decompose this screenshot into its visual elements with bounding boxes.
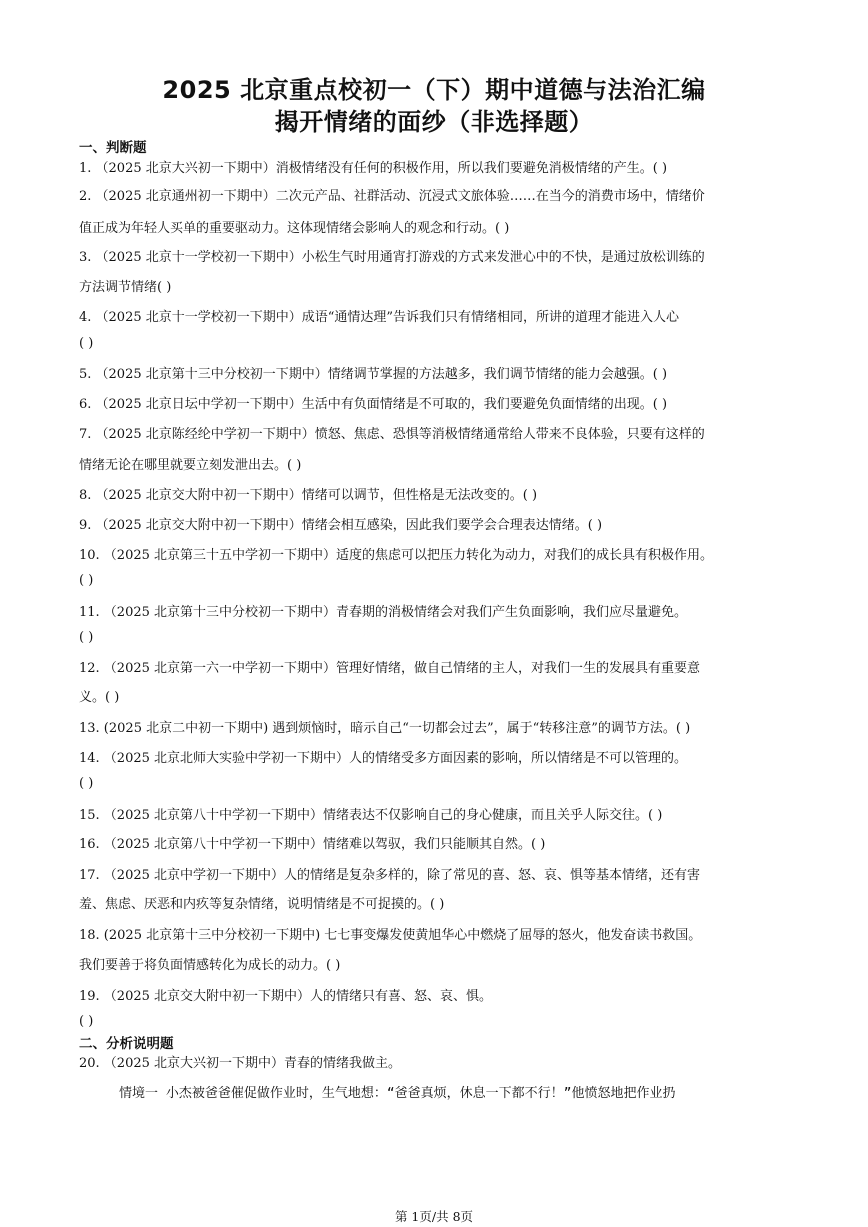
- question-line: 12. （2025 北京第一六一中学初一下期中）管理好情绪，做自己情绪的主人，对我们一生的发展具有重要意: [79, 661, 701, 676]
- question-line: 我们要善于将负面情感转化为成长的动力。( ): [79, 958, 341, 973]
- question-line: ( ): [79, 336, 94, 351]
- question-line: 1. （2025 北京大兴初一下期中）消极情绪没有任何的积极作用，所以我们要避免消极情绪的产生。( ): [79, 161, 668, 176]
- question-line: 10. （2025 北京第三十五中学初一下期中）适度的焦虑可以把压力转化为动力，对我们的成长具有积极作用。: [79, 548, 714, 563]
- question-line: 11. （2025 北京第十三中分校初一下期中）青春期的消极情绪会对我们产生负面影响，我们应尽量避免。: [79, 605, 688, 620]
- document-title: 2025 北京重点校初一（下）期中道德与法治汇编: [162, 76, 706, 104]
- question-line: 15. （2025 北京第八十中学初一下期中）情绪表达不仅影响自己的身心健康，而且关乎人际交往。( ): [79, 808, 663, 823]
- question-line: 3. （2025 北京十一学校初一下期中）小松生气时用通宵打游戏的方式来发泄心中的不快，是通过放松训练的: [79, 250, 705, 265]
- document-subtitle: 揭开情绪的面纱（非选择题）: [274, 108, 594, 136]
- question-line: 义。( ): [79, 690, 120, 705]
- question-line: 8. （2025 北京交大附中初一下期中）情绪可以调节，但性格是无法改变的。( ): [79, 488, 538, 503]
- question-line: 方法调节情绪( ): [79, 280, 172, 295]
- question-line: 16. （2025 北京第八十中学初一下期中）情绪难以驾驭，我们只能顺其自然。( ): [79, 837, 546, 852]
- question-line: 值正成为年轻人买单的重要驱动力。这体现情绪会影响人的观念和行动。( ): [79, 221, 510, 236]
- question-line: 7. （2025 北京陈经纶中学初一下期中）愤怒、焦虑、恐惧等消极情绪通常给人带来不良体验，只要有这样的: [79, 427, 705, 442]
- question-line: ( ): [79, 776, 94, 791]
- question-line: ( ): [79, 1014, 94, 1029]
- question-line: 19. （2025 北京交大附中初一下期中）人的情绪只有喜、怒、哀、惧。: [79, 989, 493, 1004]
- question-line: 13. (2025 北京二中初一下期中) 遇到烦恼时，暗示自己“一切都会过去”，属于“转移注意”的调节方法。( ): [79, 721, 691, 736]
- question-line: ( ): [79, 573, 94, 588]
- question-line: 羞、焦虑、厌恶和内疚等复杂情绪，说明情绪是不可捉摸的。( ): [79, 897, 445, 912]
- question-line: 6. （2025 北京日坛中学初一下期中）生活中有负面情绪是不可取的，我们要避免负面情绪的出现。( ): [79, 397, 668, 412]
- page-footer: 第 1页/共 8页: [394, 1209, 474, 1224]
- section-heading-judgment: 一、判断题: [79, 140, 147, 156]
- question-line: 5. （2025 北京第十三中分校初一下期中）情绪调节掌握的方法越多，我们调节情绪的能力会越强。( ): [79, 367, 668, 382]
- question-line: 情绪无论在哪里就要立刻发泄出去。( ): [79, 458, 302, 473]
- scenario-paragraph: 情境一 小杰被爸爸催促做作业时，生气地想：“爸爸真烦，休息一下都不行！”他愤怒地把作业扔: [119, 1086, 676, 1101]
- question-line: 17. （2025 北京中学初一下期中）人的情绪是复杂多样的，除了常见的喜、怒、哀、惧等基本情绪，还有害: [79, 868, 701, 883]
- question-line: 4. （2025 北京十一学校初一下期中）成语“通情达理”告诉我们只有情绪相同，所讲的道理才能进入人心: [79, 310, 680, 325]
- question-line: 18. (2025 北京第十三中分校初一下期中) 七七事变爆发使黄旭华心中燃烧了屈辱的怒火，他发奋读书救国。: [79, 928, 702, 943]
- question-line: 9. （2025 北京交大附中初一下期中）情绪会相互感染，因此我们要学会合理表达情绪。( ): [79, 518, 603, 533]
- section-heading-analysis: 二、分析说明题: [79, 1036, 174, 1052]
- question-line: ( ): [79, 630, 94, 645]
- question-line: 2. （2025 北京通州初一下期中）二次元产品、社群活动、沉浸式文旅体验……在当今的消费市场中，情绪价: [79, 189, 705, 204]
- question-line: 14. （2025 北京北师大实验中学初一下期中）人的情绪受多方面因素的影响，所以情绪是不可以管理的。: [79, 751, 688, 766]
- question-line: 20. （2025 北京大兴初一下期中）青春的情绪我做主。: [79, 1056, 402, 1071]
